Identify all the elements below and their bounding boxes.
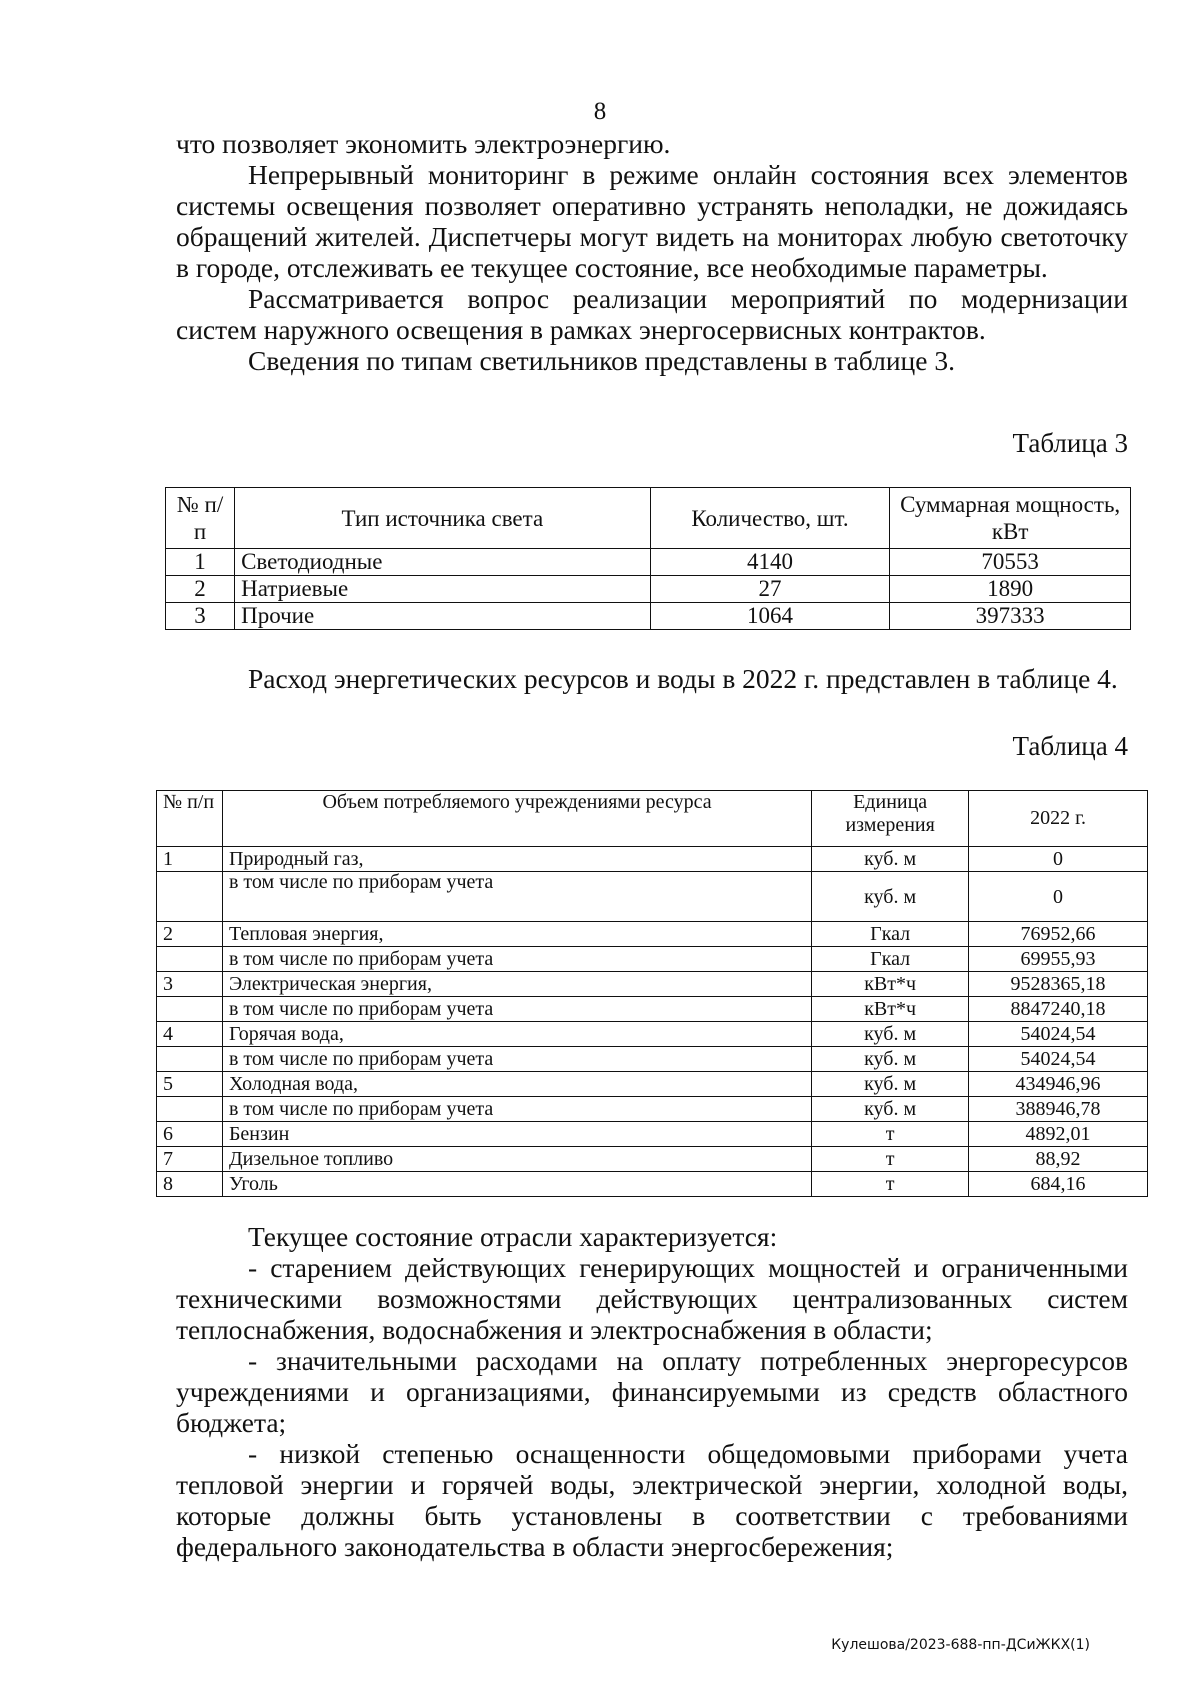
- table-row: [157, 947, 1148, 972]
- table-cell: [157, 1097, 223, 1122]
- column-header: Объем потребляемого учреждениями ресурса: [222, 791, 811, 847]
- table-cell: 54024,54: [969, 1047, 1148, 1072]
- table-cell: 6: [157, 1122, 223, 1147]
- paragraph: Рассматривается вопрос реализации мероприятий по модернизации систем наружного освещения в рамках энергосервисных контрактов.: [176, 283, 1128, 345]
- document-footer: Кулешова/2023-688-пп-ДСиЖКХ(1): [831, 1637, 1090, 1653]
- table-cell: Светодиодные: [235, 549, 651, 576]
- table-cell: 8: [157, 1172, 223, 1197]
- table-cell: 397333: [890, 603, 1131, 630]
- table-cell: [157, 872, 223, 922]
- table-cell: куб. м: [812, 1022, 969, 1047]
- table-cell: [157, 947, 223, 972]
- table-cell: в том числе по приборам учета: [222, 947, 811, 972]
- table-row: [157, 1122, 1148, 1147]
- table-cell: т: [812, 1147, 969, 1172]
- table-cell: 27: [650, 576, 890, 603]
- table-cell: Горячая вода,: [222, 1022, 811, 1047]
- table-cell: 2: [157, 922, 223, 947]
- paragraph: Сведения по типам светильников представлены в таблице 3.: [248, 345, 955, 376]
- paragraph: Текущее состояние отрасли характеризуется:: [248, 1221, 778, 1252]
- table-cell: Гкал: [812, 922, 969, 947]
- table-cell: [157, 997, 223, 1022]
- table-cell: 1: [166, 549, 235, 576]
- table-cell: т: [812, 1122, 969, 1147]
- table-cell: Холодная вода,: [222, 1072, 811, 1097]
- conclusion-text: [176, 1221, 1128, 1562]
- table-cell: Дизельное топливо: [222, 1147, 811, 1172]
- table-cell: 4: [157, 1022, 223, 1047]
- table-cell: [157, 1047, 223, 1072]
- table-row: [157, 1097, 1148, 1122]
- table-cell: в том числе по приборам учета: [222, 872, 811, 922]
- table-cell: 2: [166, 576, 235, 603]
- table-cell: 3: [166, 603, 235, 630]
- table-cell: 1: [157, 847, 223, 872]
- table-cell: кВт*ч: [812, 997, 969, 1022]
- table-row: [157, 1047, 1148, 1072]
- table-cell: 76952,66: [969, 922, 1148, 947]
- table-row: [157, 1072, 1148, 1097]
- table-row: [157, 1022, 1148, 1047]
- column-header: Тип источника света: [235, 488, 651, 549]
- column-header: № п/п: [157, 791, 223, 847]
- table-cell: 4892,01: [969, 1122, 1148, 1147]
- table4-caption: Таблица 4: [1012, 731, 1128, 761]
- table-cell: т: [812, 1172, 969, 1197]
- table-3: [165, 487, 1131, 630]
- table-row: [166, 603, 1131, 630]
- paragraph: Непрерывный мониторинг в режиме онлайн состояния всех элементов системы освещения позволяет оперативно устранять неполадки, не дожидаясь обращений жителей. Диспетчеры могут видеть на мониторах любую светоточку в городе, отслеживать ее текущее состояние, все необходимые параметры.: [176, 159, 1128, 283]
- table-cell: Натриевые: [235, 576, 651, 603]
- table-cell: Прочие: [235, 603, 651, 630]
- table-cell: куб. м: [812, 847, 969, 872]
- table3-caption: Таблица 3: [1012, 428, 1128, 458]
- table-row: [157, 847, 1148, 872]
- table-cell: 5: [157, 1072, 223, 1097]
- table-cell: 70553: [890, 549, 1131, 576]
- column-header: Количество, шт.: [650, 488, 890, 549]
- table-cell: 3: [157, 972, 223, 997]
- table-4: [156, 790, 1148, 1197]
- table-cell: 0: [969, 847, 1148, 872]
- table-cell: в том числе по приборам учета: [222, 1047, 811, 1072]
- table-cell: 1064: [650, 603, 890, 630]
- table-cell: 0: [969, 872, 1148, 922]
- table-row: [157, 1172, 1148, 1197]
- page-number: 8: [593, 98, 607, 125]
- paragraph: - значительными расходами на оплату потребленных энергоресурсов учреждениями и организациями, финансируемыми из средств областного бюджета;: [176, 1345, 1128, 1438]
- table-cell: 8847240,18: [969, 997, 1148, 1022]
- table-cell: кВт*ч: [812, 972, 969, 997]
- table-row: [157, 922, 1148, 947]
- table-cell: Бензин: [222, 1122, 811, 1147]
- column-header: Единица измерения: [812, 791, 969, 847]
- table-cell: 4140: [650, 549, 890, 576]
- table-cell: 388946,78: [969, 1097, 1148, 1122]
- table-cell: Гкал: [812, 947, 969, 972]
- table-row: [157, 997, 1148, 1022]
- table-header-row: [157, 791, 1148, 847]
- table-cell: куб. м: [812, 1072, 969, 1097]
- table-cell: 69955,93: [969, 947, 1148, 972]
- table-row: [157, 872, 1148, 922]
- table-cell: Электрическая энергия,: [222, 972, 811, 997]
- table-cell: 7: [157, 1147, 223, 1172]
- paragraph: - низкой степенью оснащенности общедомовыми приборами учета тепловой энергии и горячей воды, электрической энергии, холодной воды, которые должны быть установлены в соответствии с требованиями федерального законодательства в области энергосбережения;: [176, 1438, 1128, 1562]
- paragraph: что позволяет экономить электроэнергию.: [176, 128, 671, 159]
- table-cell: 434946,96: [969, 1072, 1148, 1097]
- table-row: [157, 972, 1148, 997]
- paragraph: - старением действующих генерирующих мощностей и ограниченными техническими возможностями действующих централизованных систем теплоснабжения, водоснабжения и электроснабжения в области;: [176, 1252, 1128, 1345]
- table-cell: Тепловая энергия,: [222, 922, 811, 947]
- table-cell: Природный газ,: [222, 847, 811, 872]
- table-row: [166, 576, 1131, 603]
- table-cell: куб. м: [812, 872, 969, 922]
- table-row: [157, 1147, 1148, 1172]
- table-cell: 88,92: [969, 1147, 1148, 1172]
- table-cell: куб. м: [812, 1097, 969, 1122]
- table-row: [166, 549, 1131, 576]
- table-cell: в том числе по приборам учета: [222, 1097, 811, 1122]
- table-header-row: [166, 488, 1131, 549]
- table-cell: 9528365,18: [969, 972, 1148, 997]
- paragraph: Расход энергетических ресурсов и воды в 2022 г. представлен в таблице 4.: [248, 663, 1118, 694]
- table-cell: в том числе по приборам учета: [222, 997, 811, 1022]
- table-cell: 684,16: [969, 1172, 1148, 1197]
- intro-text: [176, 128, 1128, 376]
- table-cell: куб. м: [812, 1047, 969, 1072]
- column-header: Суммарная мощность, кВт: [890, 488, 1131, 549]
- table-cell: 54024,54: [969, 1022, 1148, 1047]
- table-cell: 1890: [890, 576, 1131, 603]
- column-header: № п/п: [166, 488, 235, 549]
- column-header: 2022 г.: [969, 791, 1148, 847]
- table-cell: Уголь: [222, 1172, 811, 1197]
